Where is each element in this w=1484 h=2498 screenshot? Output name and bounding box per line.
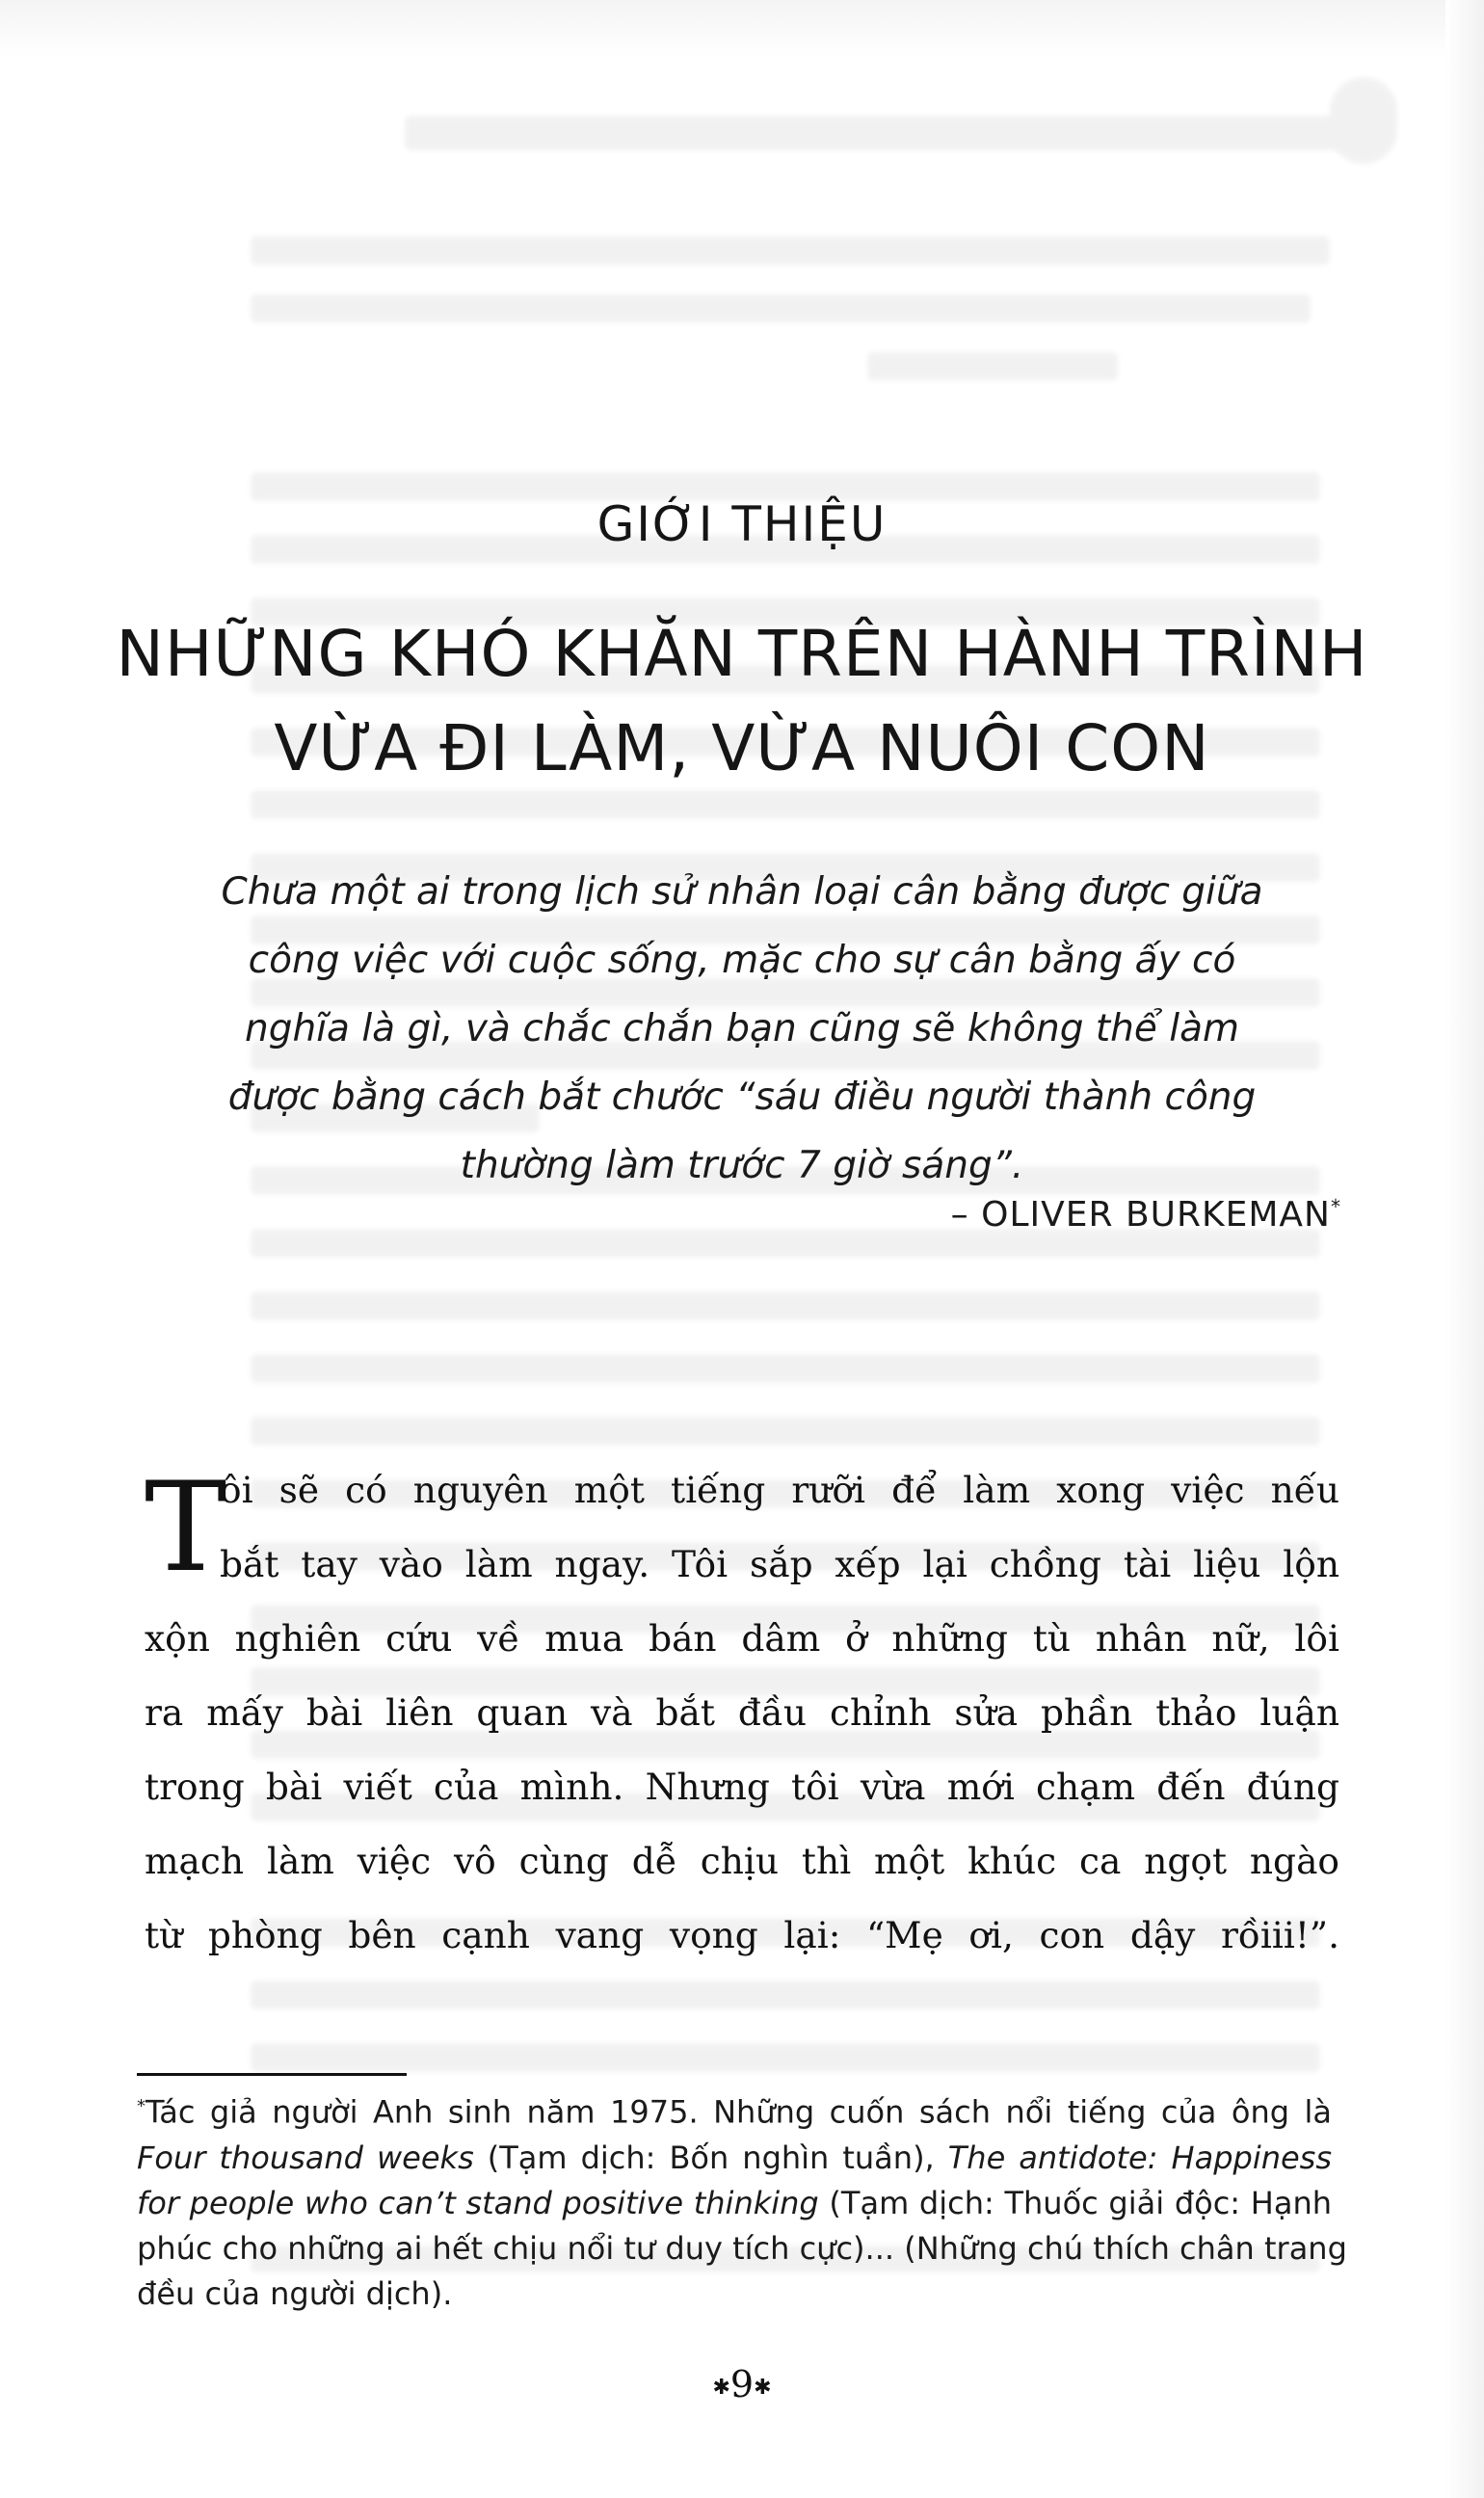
section-label: GIỚI THIỆU xyxy=(596,496,888,552)
epigraph-quote xyxy=(145,858,1339,1200)
epigraph-line: thường làm trước 7 giờ sáng”. xyxy=(460,1144,1024,1187)
book-title: Four thousand weeks xyxy=(137,2139,474,2176)
body-line: trong bài viết của mình. Nhưng tôi vừa mới chạm đến đúng xyxy=(145,1766,1339,1808)
footnote-marker: * xyxy=(137,2096,146,2116)
body-line: xộn nghiên cứu về mua bán dâm ở những tù nhân nữ, lôi xyxy=(145,1617,1339,1660)
epigraph-attribution xyxy=(951,1195,1341,1235)
body-line: ra mấy bài liên quan và bắt đầu chỉnh sửa phần thảo luận xyxy=(145,1691,1339,1734)
star-ornament-icon: ✱ xyxy=(712,2376,730,2400)
footnote-line xyxy=(137,2136,1332,2181)
body-paragraph xyxy=(145,1453,1339,1973)
footnote-line: đều của người dịch). xyxy=(137,2274,453,2312)
chapter-title-line-1: NHỮNG KHÓ KHĂN TRÊN HÀNH TRÌNH xyxy=(116,617,1368,691)
footnote-line xyxy=(137,2181,1332,2226)
drop-cap: T xyxy=(145,1456,227,1600)
page-number-value: 9 xyxy=(729,2363,755,2405)
footnote-text: (Tạm dịch: Bốn nghìn tuần), xyxy=(473,2139,948,2176)
page-edge-right xyxy=(1445,0,1484,2498)
book-title: The antidote: Happiness xyxy=(947,2139,1333,2176)
chapter-title xyxy=(0,607,1484,796)
epigraph-line: Chưa một ai trong lịch sử nhân loại cân bằng được giữa xyxy=(221,870,1263,914)
body-line: từ phòng bên cạnh vang vọng lại: “Mẹ ơi, con dậy rồiii!”. xyxy=(145,1914,1339,1956)
body-line: bắt tay vào làm ngay. Tôi sắp xếp lại chồng tài liệu lộn xyxy=(220,1543,1339,1585)
footnote-divider xyxy=(137,2073,407,2076)
footnote-marker: * xyxy=(1331,1195,1341,1218)
footnote xyxy=(137,2084,1347,2317)
body-line: ôi sẽ có nguyên một tiếng rưỡi để làm xong việc nếu xyxy=(220,1469,1339,1511)
body-line: mạch làm việc vô cùng dễ chịu thì một khúc ca ngọt ngào xyxy=(145,1840,1339,1882)
page-number xyxy=(0,2363,1484,2405)
page-edge-top xyxy=(0,0,1484,58)
attribution-name: – OLIVER BURKEMAN xyxy=(950,1195,1331,1235)
footnote-text: Tác giả người Anh sinh năm 1975. Những cuốn sách nổi tiếng của ông là xyxy=(146,2093,1332,2131)
book-title: for people who can’t stand positive thinking xyxy=(137,2184,819,2221)
epigraph-line: nghĩa là gì, và chắc chắn bạn cũng sẽ không thể làm xyxy=(245,1007,1239,1050)
epigraph-line: được bằng cách bắt chước “sáu điều người thành công xyxy=(227,1076,1257,1119)
footnote-line: phúc cho những ai hết chịu nổi tư duy tích cực)... (Những chú thích chân trang xyxy=(137,2229,1347,2267)
chapter-title-line-2: VỪA ĐI LÀM, VỪA NUÔI CON xyxy=(274,711,1210,785)
footnote-line xyxy=(137,2084,1332,2136)
star-ornament-icon: ✱ xyxy=(754,2376,772,2400)
epigraph-line: công việc với cuộc sống, mặc cho sự cân bằng ấy có xyxy=(248,939,1236,982)
footnote-text: (Tạm dịch: Thuốc giải độc: Hạnh xyxy=(818,2184,1333,2221)
